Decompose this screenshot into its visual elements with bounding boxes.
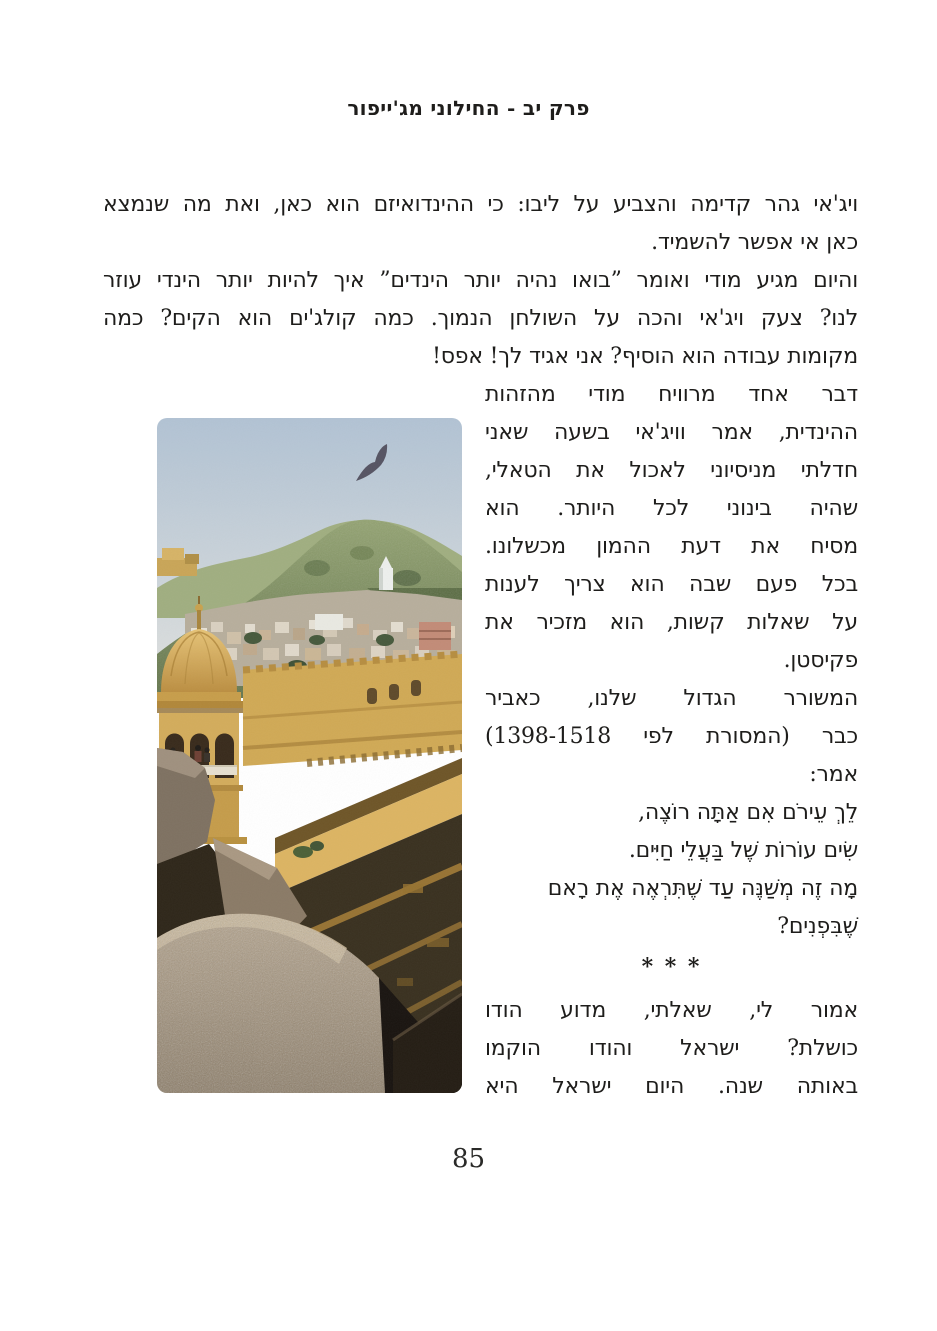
poem-line: שֶׁבִּפְנִים? — [777, 914, 858, 939]
text-line: ההינדית, אמר וויג'אי בשעה שאני — [485, 420, 858, 445]
section-separator: * * * — [641, 954, 702, 980]
text-line: אמר: — [809, 762, 858, 787]
text-line: המשורר הגדול שלנו, כאביר — [485, 686, 858, 711]
text-line: מסיח את דעת ההמון מכשלונו. — [485, 534, 858, 559]
text-line: על שאלות קשות, הוא מזכיר את — [485, 610, 858, 635]
poem-line: לֵךְ עֵירֹם אִם אַתָּה רוֹצֶה, — [638, 800, 858, 825]
text-line: לנו? צעק ויג'אי והכה על השולחן הנמוך. כמה קולג'ים הוא הקים? כמה — [103, 306, 858, 331]
text-line: בכל פעם שבה הוא צריך לענות — [485, 572, 858, 597]
text-line: כאן אי אפשר להשמיד. — [651, 230, 858, 255]
text-line: חדלתי מניסיוני לאכול את הטאלי, — [485, 458, 858, 483]
page-content — [103, 186, 858, 1106]
chapter-header: פרק יב - החילוני מג'ייפור — [347, 96, 590, 120]
photo-amber-fort — [157, 418, 462, 1093]
photo-illustration — [157, 418, 462, 1093]
text-line: ויג'אי גהר קדימה והצביע על ליבו: כי ההינדואיזם הוא כאן, ואת מה שנמצא — [103, 192, 858, 217]
photo-grain-overlay — [157, 418, 462, 1093]
text-line: מקומות עבודה הוא הוסיף? אני אגיד לך! אפס! — [432, 344, 858, 369]
text-line: כבר (המסורת לפי 1398-1518) — [485, 724, 858, 749]
poem-line: מָה זֶה מְשַׁנֶּה עַד שֶׁתִּרְאֶה אֶת רָאם — [547, 876, 858, 901]
text-line: כושלת? ישראל והודו הוקמו — [485, 1036, 858, 1061]
poem-line: שִׂים עוֹרוֹת שֶׁל בַּעֲלֵי חַיִּים. — [628, 838, 858, 863]
text-line: פקיסטן. — [783, 648, 858, 673]
text-line: אמור לי, שאלתי, מדוע הודו — [485, 998, 858, 1023]
text-line: שהיה בינוני לכל היותר. הוא — [485, 496, 858, 521]
text-line: באותה שנה. היום ישראל היא — [485, 1074, 858, 1099]
page-number: 85 — [451, 1144, 486, 1174]
text-line: והיום מגיע מודי ואומר ”בואו נהיה יותר הינדים” איך להיות יותר הינדי עוזר — [103, 268, 858, 293]
text-line: דבר אחד מרוויח מודי מהזהות — [485, 382, 858, 407]
